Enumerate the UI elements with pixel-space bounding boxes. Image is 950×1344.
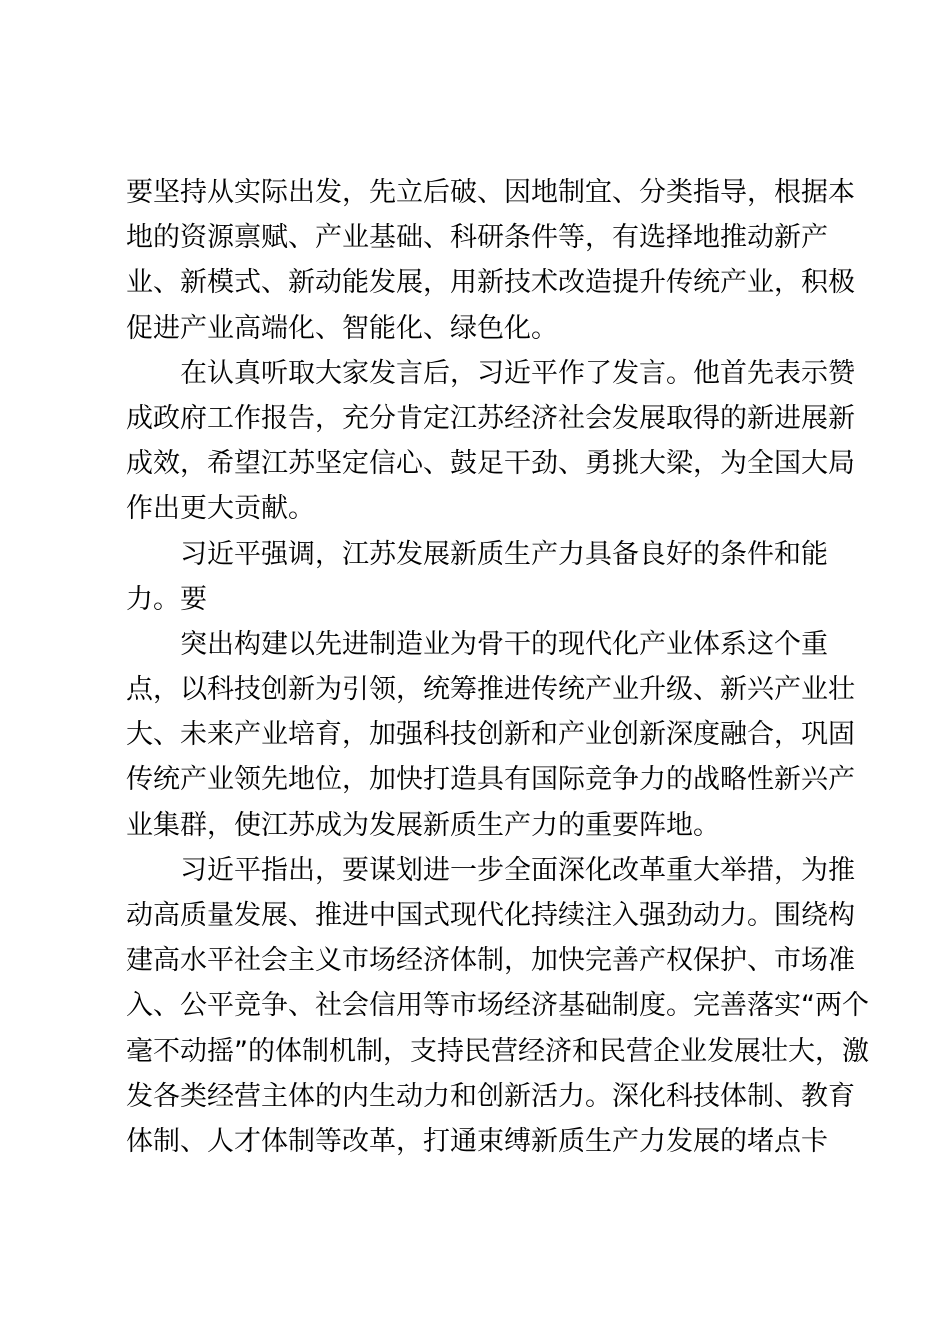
text-line: 大、未来产业培育，加强科技创新和产业创新深度融合，巩固 <box>126 719 855 751</box>
text-line: 建高水平社会主义市场经济体制，加快完善产权保护、市场准 <box>126 945 855 977</box>
text-line: 力。要 <box>126 583 207 615</box>
text-line: 地的资源禀赋、产业基础、科研条件等，有选择地推动新产 <box>126 222 828 254</box>
text-line: 点，以科技创新为引领，统筹推进传统产业升级、新兴产业壮 <box>126 674 855 706</box>
text-line: 作出更大贡献。 <box>126 493 315 525</box>
text-line: 业、新模式、新动能发展，用新技术改造提升传统产业，积极 <box>126 267 855 299</box>
text-line: 入、公平竞争、社会信用等市场经济基础制度。完善落实“两个 <box>126 990 869 1022</box>
text-line: 发各类经营主体的内生动力和创新活力。深化科技体制、教育 <box>126 1080 855 1112</box>
text-line: 促进产业高端化、智能化、绿色化。 <box>126 312 558 344</box>
text-line: 在认真听取大家发言后，习近平作了发言。他首先表示赞 <box>180 357 855 389</box>
text-line: 要坚持从实际出发，先立后破、因地制宜、分类指导，根据本 <box>126 177 855 208</box>
document-body <box>126 170 869 1164</box>
text-line: 动高质量发展、推进中国式现代化持续注入强劲动力。围绕构 <box>126 900 855 931</box>
text-line: 习近平强调，江苏发展新质生产力具备良好的条件和能 <box>180 538 828 570</box>
text-line: 习近平指出，要谋划进一步全面深化改革重大举措，为推 <box>180 854 855 886</box>
text-line: 成政府工作报告，充分肯定江苏经济社会发展取得的新进展新 <box>126 402 855 434</box>
text-line: 突出构建以先进制造业为骨干的现代化产业体系这个重 <box>180 628 828 660</box>
text-line: 体制、人才体制等改革，打通束缚新质生产力发展的堵点卡 <box>126 1125 828 1157</box>
text-line: 毫不动摇”的体制机制，支持民营经济和民营企业发展壮大，激 <box>126 1035 869 1067</box>
text-line: 成效，希望江苏坚定信心、鼓足干劲、勇挑大梁，为全国大局 <box>126 448 855 480</box>
text-line: 传统产业领先地位，加快打造具有国际竞争力的战略性新兴产 <box>126 764 855 796</box>
text-line: 业集群，使江苏成为发展新质生产力的重要阵地。 <box>126 809 720 841</box>
